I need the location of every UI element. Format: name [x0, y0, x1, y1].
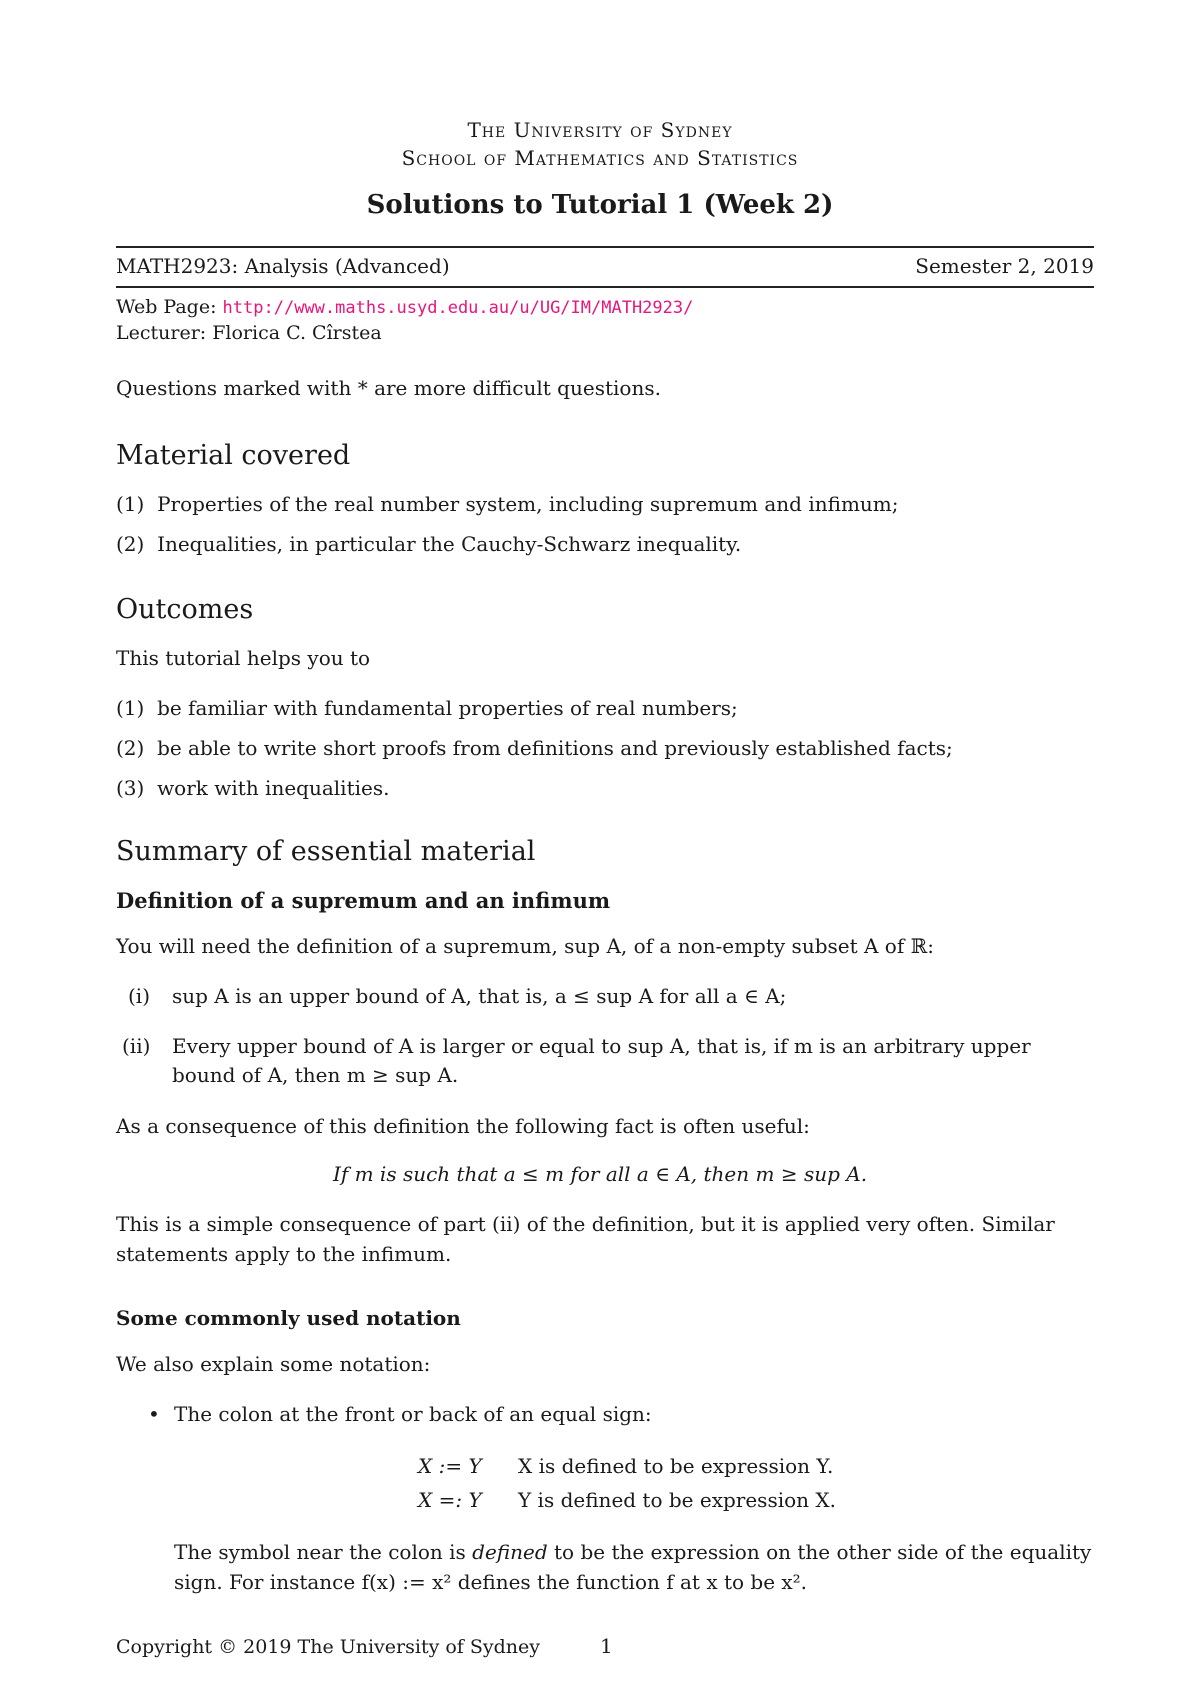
supremum-fact: If m is such that a ≤ m for all a ∈ A, then m ≥ sup A.: [332, 1162, 868, 1186]
lecturer-line: Lecturer: Florica C. Cîrstea: [116, 322, 382, 344]
top-rule: [116, 246, 1094, 248]
definition-part-ii-line-2: bound of A, then m ≥ sup A.: [172, 1063, 459, 1087]
simple-consequence-line-1: This is a simple consequence of part (ii) of the definition, but it is applied very often. Similar: [116, 1212, 1055, 1236]
outcomes-heading: Outcomes: [116, 594, 254, 625]
outcome-item-1: [116, 696, 738, 720]
copyright-footer: Copyright © 2019 The University of Sydney: [116, 1636, 540, 1658]
difficulty-note: Questions marked with * are more difficult questions.: [116, 376, 661, 400]
definition-intro: You will need the definition of a supremum, sup A, of a non-empty subset A of ℝ:: [116, 934, 934, 958]
definition-part-ii-number: (ii): [122, 1034, 151, 1058]
supremum-subheading: Definition of a supremum and an infimum: [116, 888, 611, 913]
definition-explanation-1: X is defined to be expression Y.: [518, 1454, 834, 1478]
symbol-explanation-line-2: sign. For instance f(x) := x² defines the function f at x to be x².: [174, 1570, 808, 1594]
definition-part-i-number: (i): [128, 984, 151, 1008]
symbol-text-a: The symbol near the colon is: [174, 1540, 473, 1564]
course-code: MATH2923: Analysis (Advanced): [116, 254, 450, 278]
page-number: 1: [600, 1634, 613, 1658]
material-heading: Material covered: [116, 440, 351, 471]
notation-intro: We also explain some notation:: [116, 1352, 431, 1376]
item-text: Inequalities, in particular the Cauchy-Schwarz inequality.: [157, 532, 742, 556]
item-number: (2): [116, 736, 145, 760]
web-page-label: Web Page:: [116, 296, 223, 318]
symbol-explanation-line-1: [174, 1540, 1091, 1564]
bottom-rule: [116, 286, 1094, 288]
symbol-text-b: to be the expression on the other side of the equality: [547, 1540, 1092, 1564]
item-number: (3): [116, 776, 145, 800]
definition-part-ii-line-1: Every upper bound of A is larger or equal to sup A, that is, if m is an arbitrary upper: [172, 1034, 1031, 1058]
definition-explanation-2: Y is defined to be expression X.: [518, 1488, 836, 1512]
item-number: (2): [116, 532, 145, 556]
school-name: School of Mathematics and Statistics: [401, 146, 799, 170]
notation-subheading: Some commonly used notation: [116, 1306, 461, 1330]
material-item-1: [116, 492, 899, 516]
colon-bullet-text: The colon at the front or back of an equal sign:: [174, 1402, 652, 1426]
symbol-text-emphasis: defined: [472, 1540, 548, 1564]
semester-label: Semester 2, 2019: [915, 254, 1094, 278]
definition-part-i: sup A is an upper bound of A, that is, a ≤ sup A for all a ∈ A;: [172, 984, 787, 1008]
outcome-item-3: [116, 776, 389, 800]
summary-heading: Summary of essential material: [116, 836, 536, 867]
item-text: be familiar with fundamental properties of real numbers;: [157, 696, 738, 720]
material-item-2: [116, 532, 741, 556]
definition-equation-2: X =: Y: [418, 1488, 482, 1512]
course-url-link[interactable]: http://www.maths.usyd.edu.au/u/UG/IM/MATH2923/: [222, 298, 694, 318]
item-number: (1): [116, 696, 145, 720]
consequence-text: As a consequence of this definition the following fact is often useful:: [116, 1114, 810, 1138]
outcome-item-2: [116, 736, 953, 760]
item-text: work with inequalities.: [157, 776, 390, 800]
university-name: The University of Sydney: [467, 118, 733, 142]
web-page-line: [116, 296, 693, 318]
item-text: Properties of the real number system, including supremum and infimum;: [157, 492, 899, 516]
item-text: be able to write short proofs from definitions and previously established facts;: [157, 736, 953, 760]
simple-consequence-line-2: statements apply to the infimum.: [116, 1242, 452, 1266]
definition-equation-1: X := Y: [418, 1454, 482, 1478]
page-title: Solutions to Tutorial 1 (Week 2): [366, 190, 834, 220]
item-number: (1): [116, 492, 145, 516]
bullet-icon: •: [148, 1402, 160, 1426]
outcomes-intro: This tutorial helps you to: [116, 646, 371, 670]
